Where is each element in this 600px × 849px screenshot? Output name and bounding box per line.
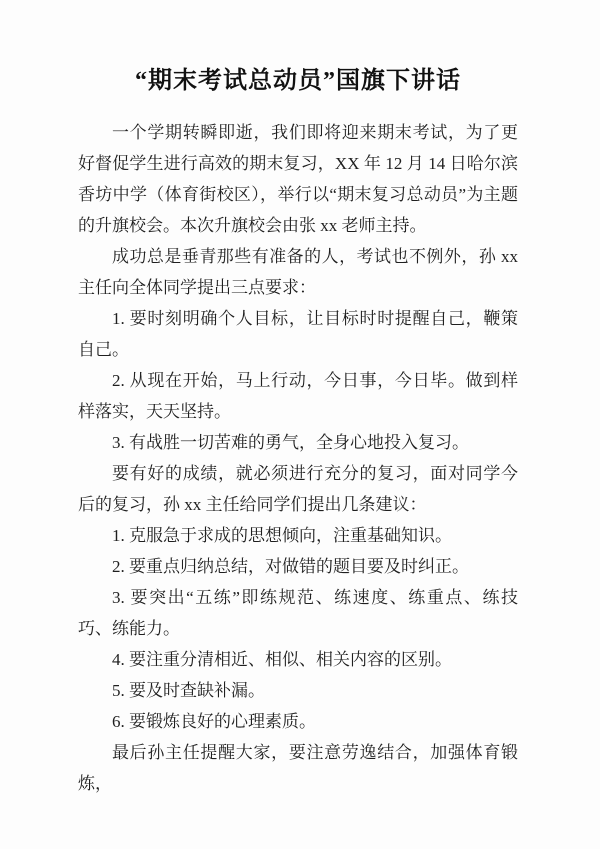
paragraph-intro: 一个学期转瞬即逝，我们即将迎来期末考试，为了更好督促学生进行高效的期末复习，XX 年 12 月 14 日哈尔滨香坊中学（体育街校区），举行以“期末复习总动员”为主题的升旗校会。本次升旗校会由张 xx 老师主持。 — [78, 123, 518, 235]
paragraph-requirement-1: 1. 要时刻明确个人目标，让目标时时提醒自己，鞭策自己。 — [78, 309, 518, 359]
paragraph-suggestion-6: 6. 要锻炼良好的心理素质。 — [112, 712, 316, 731]
paragraph-suggestion-1: 1. 克服急于求成的思想倾向，注重基础知识。 — [112, 526, 452, 545]
paragraph-closing: 最后孙主任提醒大家，要注意劳逸结合，加强体育锻炼， — [78, 743, 518, 793]
paragraph-requirement-3: 3. 有战胜一切苦难的勇气，全身心地投入复习。 — [112, 433, 469, 452]
paragraph-suggestion-5: 5. 要及时查缺补漏。 — [112, 681, 265, 700]
paragraph-suggestion-3: 3. 要突出“五练”即练规范、练速度、练重点、练技巧、练能力。 — [78, 588, 518, 638]
paragraph-requirements-lead: 成功总是垂青那些有准备的人，考试也不例外，孙 xx 主任向全体同学提出三点要求： — [78, 247, 518, 297]
paragraph-requirement-2: 2. 从现在开始，马上行动，今日事，今日毕。做到样样落实，天天坚持。 — [78, 371, 518, 421]
paragraph-suggestion-2: 2. 要重点归纳总结，对做错的题目要及时纠正。 — [112, 557, 469, 576]
paragraph-suggestion-4: 4. 要注重分清相近、相似、相关内容的区别。 — [112, 650, 452, 669]
paragraph-suggestions-lead: 要有好的成绩，就必须进行充分的复习，面对同学今后的复习，孙 xx 主任给同学们提出几条建议： — [78, 464, 518, 514]
page-title: “期末考试总动员”国旗下讲话 — [135, 68, 461, 94]
